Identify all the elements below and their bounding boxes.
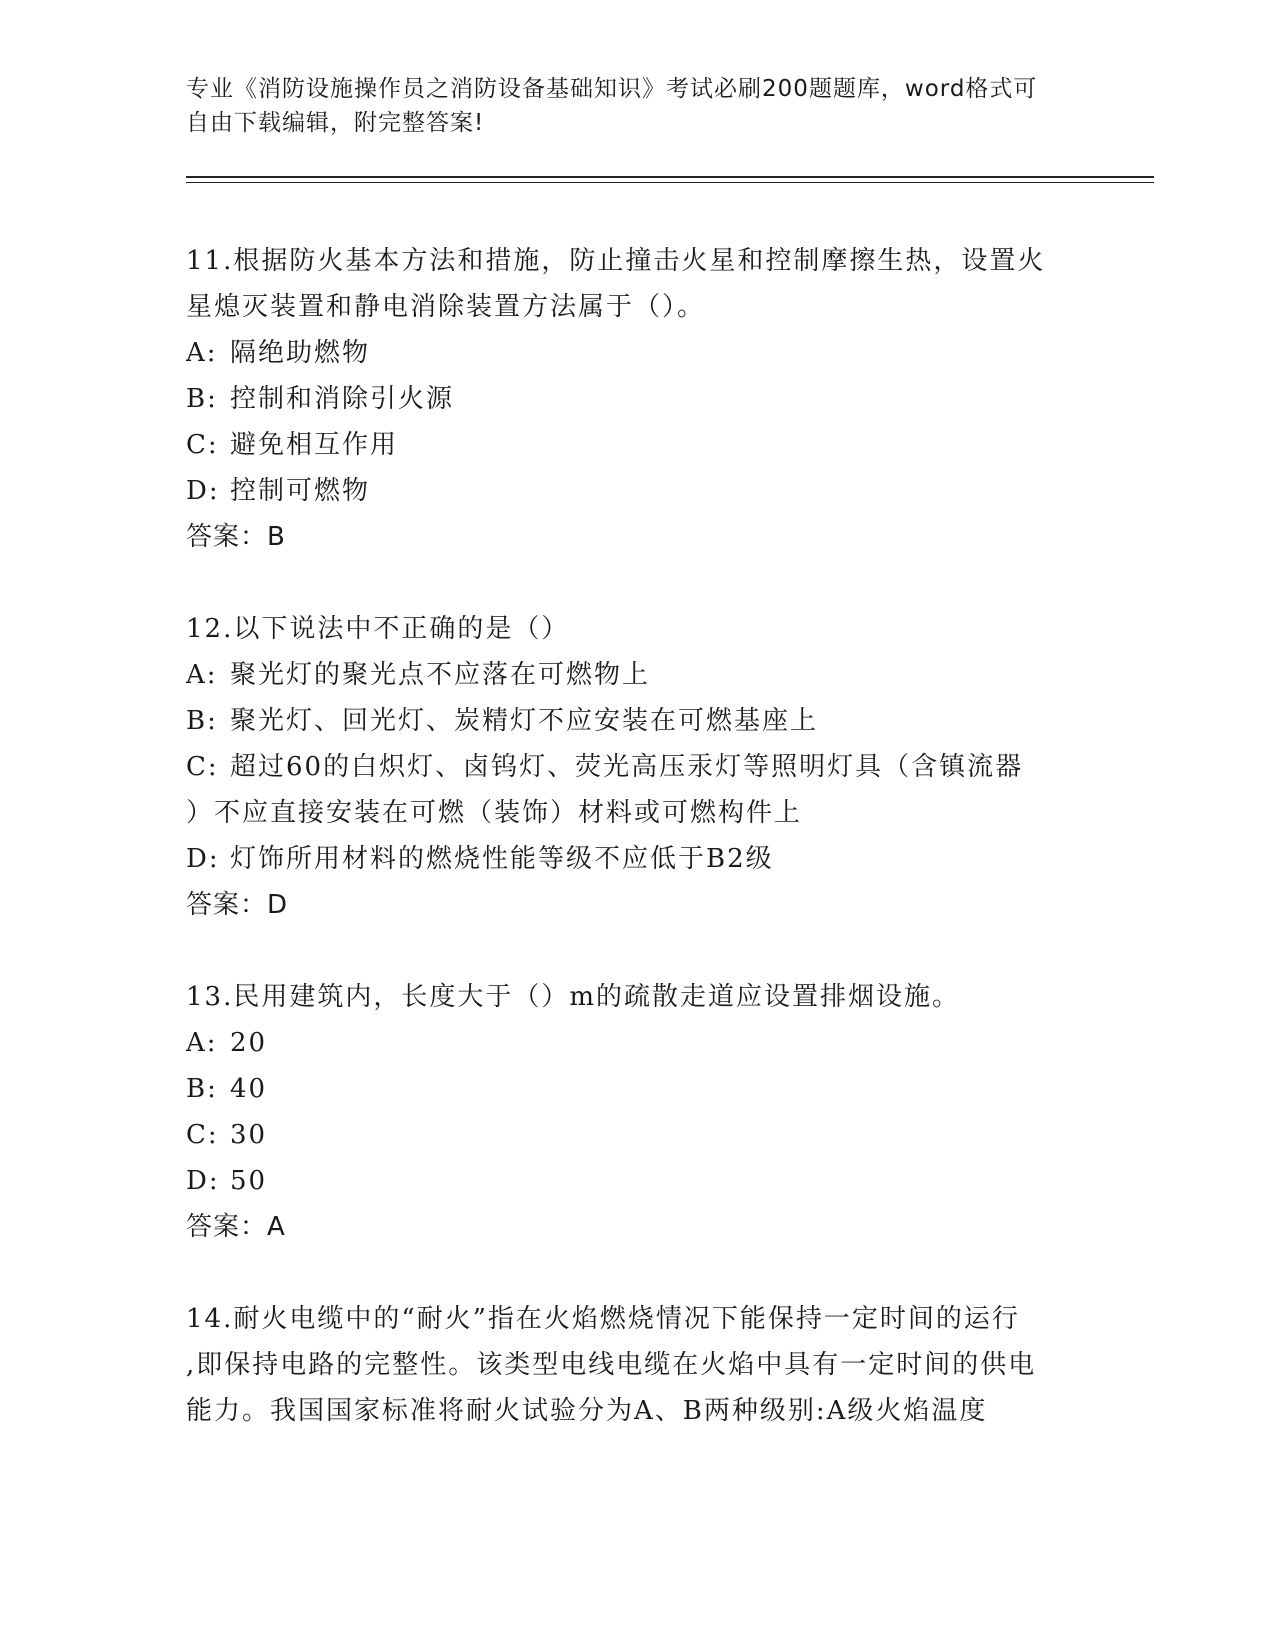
option-c: [186, 1112, 1086, 1158]
question-14: [186, 1296, 1086, 1434]
option-a: [186, 330, 1086, 376]
question-11: [186, 238, 1086, 560]
option-text: 隔绝助燃物: [230, 338, 371, 368]
option-text: 避免相互作用: [230, 430, 399, 460]
option-letter: B:: [186, 706, 218, 736]
question-text: 能力。我国国家标准将耐火试验分为A、B两种级别:A级火焰温度: [186, 1396, 988, 1426]
header-divider-thick: [186, 176, 1154, 178]
option-text: 聚光灯、回光灯、炭精灯不应安装在可燃基座上: [230, 706, 819, 736]
option-text: 灯饰所用材料的燃烧性能等级不应低于B2级: [230, 844, 774, 874]
option-text: 30: [230, 1120, 268, 1150]
option-text: 50: [230, 1166, 268, 1196]
option-letter: A:: [186, 1028, 218, 1058]
option-c-continued: ）不应直接安装在可燃（装饰）材料或可燃构件上: [186, 798, 803, 828]
option-text: 控制和消除引火源: [230, 384, 455, 414]
question-text: 星熄灭装置和静电消除装置方法属于（）。: [186, 292, 706, 322]
option-d: [186, 1158, 1086, 1204]
option-text: 聚光灯的聚光点不应落在可燃物上: [230, 660, 651, 690]
option-c: [186, 422, 1086, 468]
option-c: [186, 744, 1086, 790]
question-list: [186, 238, 1086, 1480]
question-text: ,即保持电路的完整性。该类型电线电缆在火焰中具有一定时间的供电: [186, 1350, 1037, 1380]
option-a: [186, 1020, 1086, 1066]
question-12: [186, 606, 1086, 928]
header-line-1: 专业《消防设施操作员之消防设备基础知识》考试必刷200题题库，word格式可: [186, 76, 1038, 102]
header-line-2: 自由下载编辑，附完整答案!: [186, 110, 485, 136]
answer-label: 答案：A: [186, 1212, 286, 1242]
option-d: [186, 836, 1086, 882]
option-a: [186, 652, 1086, 698]
option-text: 控制可燃物: [230, 476, 371, 506]
option-b: [186, 698, 1086, 744]
header-divider-thin: [186, 182, 1154, 183]
option-text: 超过60的白炽灯、卤钨灯、荧光高压汞灯等照明灯具（含镇流器: [230, 752, 1024, 782]
option-letter: D:: [186, 476, 220, 506]
option-text: 40: [230, 1074, 268, 1104]
question-13: [186, 974, 1086, 1250]
question-text: 12.以下说法中不正确的是（）: [186, 614, 570, 644]
answer-label: 答案：B: [186, 522, 286, 552]
document-header: [186, 72, 1086, 140]
question-text: 13.民用建筑内，长度大于（）m的疏散走道应设置排烟设施。: [186, 982, 961, 1012]
option-letter: A:: [186, 338, 218, 368]
option-b: [186, 376, 1086, 422]
option-letter: B:: [186, 1074, 218, 1104]
option-d: [186, 468, 1086, 514]
option-letter: C:: [186, 430, 219, 460]
option-b: [186, 1066, 1086, 1112]
question-text: 14.耐火电缆中的“耐火”指在火焰燃烧情况下能保持一定时间的运行: [186, 1304, 1020, 1334]
question-text: 11.根据防火基本方法和措施，防止撞击火星和控制摩擦生热，设置火: [186, 246, 1046, 276]
answer-label: 答案：D: [186, 890, 289, 920]
option-letter: C:: [186, 1120, 219, 1150]
option-letter: A:: [186, 660, 218, 690]
option-letter: D:: [186, 844, 220, 874]
option-text: 20: [230, 1028, 268, 1058]
option-letter: B:: [186, 384, 218, 414]
option-letter: C:: [186, 752, 219, 782]
option-letter: D:: [186, 1166, 220, 1196]
